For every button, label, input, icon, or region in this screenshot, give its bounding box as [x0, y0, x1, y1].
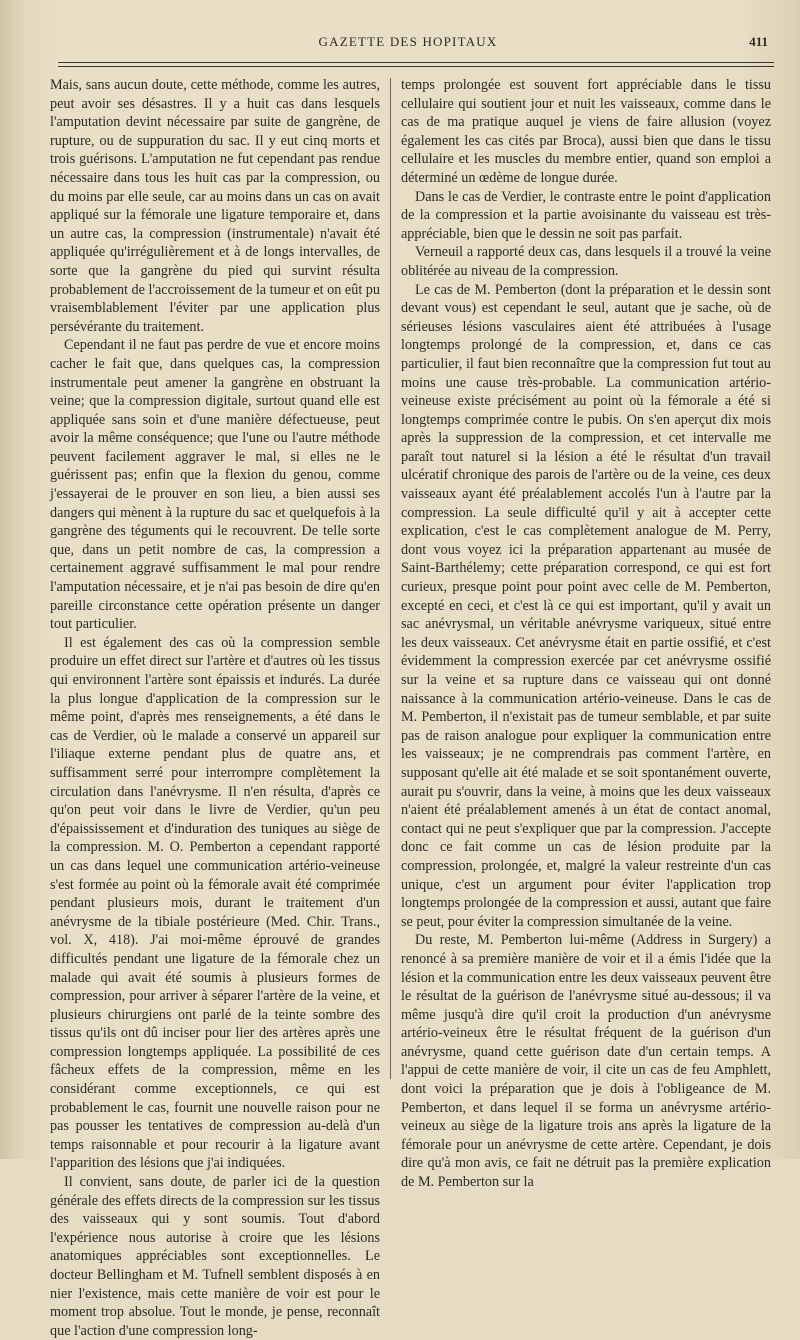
paragraph: Il convient, sans doute, de parler ici de la question générale des effets directs de la compression sur les tissus des vaisseaux qui y sont soumis. Tout d'abord l'expérience nous autorise à croire que les lésions anatomiques appréciables sont exceptionnelles. Le docteur Bellingham et M. Tufnell semblent disposés à en nier l'existence, mais cette manière de voir est pour le moment trop absolue. Tout le monde, je pense, reconnaît que l'action d'une compression long-	[50, 1174, 380, 1339]
text-columns	[50, 76, 772, 1339]
paragraph: Il est également des cas où la compression semble produire un effet direct sur l'artère et d'autres où les tissus qui environnent l'artère sont épaissis et indurés. La durée la plus longue d'application de la compression sur le même point, d'après mes renseignements, a été dans le cas de Verdier, où le malade a conservé un appareil sur l'iliaque externe pendant plus de quatre ans, et suffisamment serré pour interrompre complètement la circulation dans l'anévrysme. Il n'en résulta, d'après ce qu'on peut voir dans le livre de Verdier, qu'un peu d'épaississement et d'induration des tuniques au siège de la compression. M. O. Pemberton a cependant rapporté un cas dans lequel une communication artério-veineuse s'est formée au point où la fémorale avait été comprimée pendant plusieurs mois, durant le traitement d'un anévrysme de la tibiale postérieure (Med. Chir. Trans., vol. X, 418). J'ai moi-même éprouvé de grandes difficultés pendant une ligature de la fémorale chez un malade qui avait été soumis à plusieurs formes de compression, pour arriver à séparer l'artère de la veine, et plusieurs chirurgiens ont parlé de la teinte sombre des tissus qu'ils ont dû inciser pour lier des artères après une compression longtemps appliquée. La possibilité de ces fâcheux effets de la compression, même en les considérant comme exceptionnels, ce qui est probablement le cas, fournit une nouvelle raison pour ne pas pousser les tentatives de compression au-delà d'un temps raisonnable et pour recourir à la ligature avant l'apparition des lésions que j'ai indiquées.	[50, 634, 380, 1172]
paragraph: Le cas de M. Pemberton (dont la préparation et le dessin sont devant vous) est cependant le seul, autant que je sache, où de sérieuses lésions vasculaires aient été attribuées à l'usage longtemps prolongé de la compression, et, dans ce cas particulier, il faut bien reconnaître que la compression fut tout au moins une cause très-probable. La communication artério-veineuse existe précisément au point où la fémorale a été si longtemps comprimée contre le pubis. On s'en aperçut dix mois après la suppression de la compression, et cet intervalle me paraît tout naturel si la lésion a été le résultat d'un travail ulcératif chronique des parois de l'artère ou de la veine, ces deux vaisseaux ayant été préalablement accolés l'un à l'autre par la compression. La seule difficulté qu'il y ait à accepter cette explication, c'est le cas complètement analogue de M. Perry, dont vous voyez ici la préparation appartenant au musée de Saint-Barthélemy; cette préparation correspond, ce qui est fort curieux, presque point pour point avec celle de M. Pemberton, excepté en ceci, et c'est là ce qui est important, qu'il y avait un sac anévrysmal, un véritable anévrysme variqueux, situé entre les deux vaisseaux. Cet anévrysme était en partie ossifié, et c'est évidemment la compression exercée par cet anévrysme ossifié sur la veine et sa rupture dans ce vaisseau qui ont donné naissance à la communication artério-veineuse. Dans le cas de M. Pemberton, il n'existait pas de tumeur semblable, et par suite pas de raison analogue pour expliquer la communication entre les vaisseaux; je ne comprendrais pas comment l'artère, en supposant qu'elle ait été malade et se soit spontanément ouverte, aurait pu s'ouvrir, dans la veine, à moins que les deux vaisseaux n'aient été préalablement amenés à un état de contact anomal, contact qui ne peut s'expliquer que par la compression. J'accepte donc ce fait comme un cas de lésion produite par la compression, prolongée, et, malgré la valeur restreinte d'un cas unique, c'est un argument pour éviter l'application trop longtemps prolongée de la compression et aussi, autant que faire se peut, pour éviter la compression simultanée de la veine.	[401, 281, 771, 930]
paragraph: Cependant il ne faut pas perdre de vue et encore moins cacher le fait que, dans quelques cas, la compression instrumentale peut amener la gangrène en obstruant la veine; que la compression digitale, surtout quand elle est appliquée sans soin et d'une manière défectueuse, peut avoir la même conséquence; que l'une ou l'autre méthode peuvent facilement aggraver le mal, si elles ne le guérissent pas; enfin que la flexion du genou, comme j'essayerai de le prouver en son lieu, a bien aussi ses dangers qui mènent à la rupture du sac et quelquefois à la gangrène des téguments qui le recouvrent. De telle sorte que, dans un petit nombre de cas, la compression a certainement aggravé suffisamment le mal pour rendre l'amputation nécessaire, et je n'ai pas besoin de dire qu'en pareille circonstance cette opération présente un danger tout particulier.	[50, 337, 380, 633]
paragraph: Dans le cas de Verdier, le contraste entre le point d'application de la compression et la partie avoisinante du vaisseau est très-appréciable, bien que le dessin ne soit pas parfait.	[401, 188, 771, 242]
paragraph: Verneuil a rapporté deux cas, dans lesquels il a trouvé la veine oblitérée au niveau de la compression.	[401, 244, 771, 279]
paragraph: Mais, sans aucun doute, cette méthode, comme les autres, peut avoir ses désastres. Il y a huit cas dans lesquels l'amputation devint nécessaire par suite de gangrène, de rupture, ou de suppuration du sac. Il y eut cinq morts et trois guérisons. L'amputation ne fut cependant pas rendue nécessaire dans tous les huit cas par la compression, ou du moins par elle seule, car au moins dans un cas on avait appliqué sur la fémorale une ligature temporaire et, dans un autre cas, la compression (instrumentale) n'avait été appliquée qu'irrégulièrement et à de longs intervalles, de sorte que la gangrène du pied qui survint résulta probablement de l'accroissement de la tumeur et on eût pu vraisemblablement l'éviter par une application plus persévérante du traitement.	[50, 77, 380, 335]
page-header	[40, 34, 776, 58]
page-number: 411	[749, 34, 768, 49]
header-rule	[58, 62, 774, 63]
paragraph: temps prolongée est souvent fort appréciable dans le tissu cellulaire qui soutient jour et nuit les vaisseaux, comme dans le cas de ma pratique auquel je viens de faire allusion (voyez également les cas cités par Broca), aussi bien que dans le tissu cellulaire et les muscles du membre entier, quand son emploi a déterminé un œdème de longue durée.	[401, 77, 771, 186]
running-title: GAZETTE DES HOPITAUX	[318, 34, 498, 49]
left-column	[50, 76, 390, 1339]
paragraph: Du reste, M. Pemberton lui-même (Address in Surgery) a renoncé à sa première manière de voir et il a émis l'idée que la lésion et la communication entre les deux vaisseaux peuvent être le résultat de la guérison de l'anévrysme situé au-dessous; il va même jusqu'à dire qu'il croit la production d'un anévrysme artério-veineux être le résultat fréquent de la guérison d'un anévrysme, quand cette guérison date d'un certain temps. A l'appui de cette manière de voir, il cite un cas de feu Amphlett, dont voici la préparation que je dois à l'obligeance de M. Pemberton, et dans lequel il se forma un anévrysme artério-veineux au siège de la ligature trois ans après la ligature de la fémorale pour un anévrysme de cette artère. Cependant, je dois dire qu'à mon avis, ce fait ne détruit pas la première explication de M. Pemberton sur la	[401, 932, 771, 1191]
right-column	[391, 76, 771, 1191]
header-rule-thin	[58, 66, 774, 67]
